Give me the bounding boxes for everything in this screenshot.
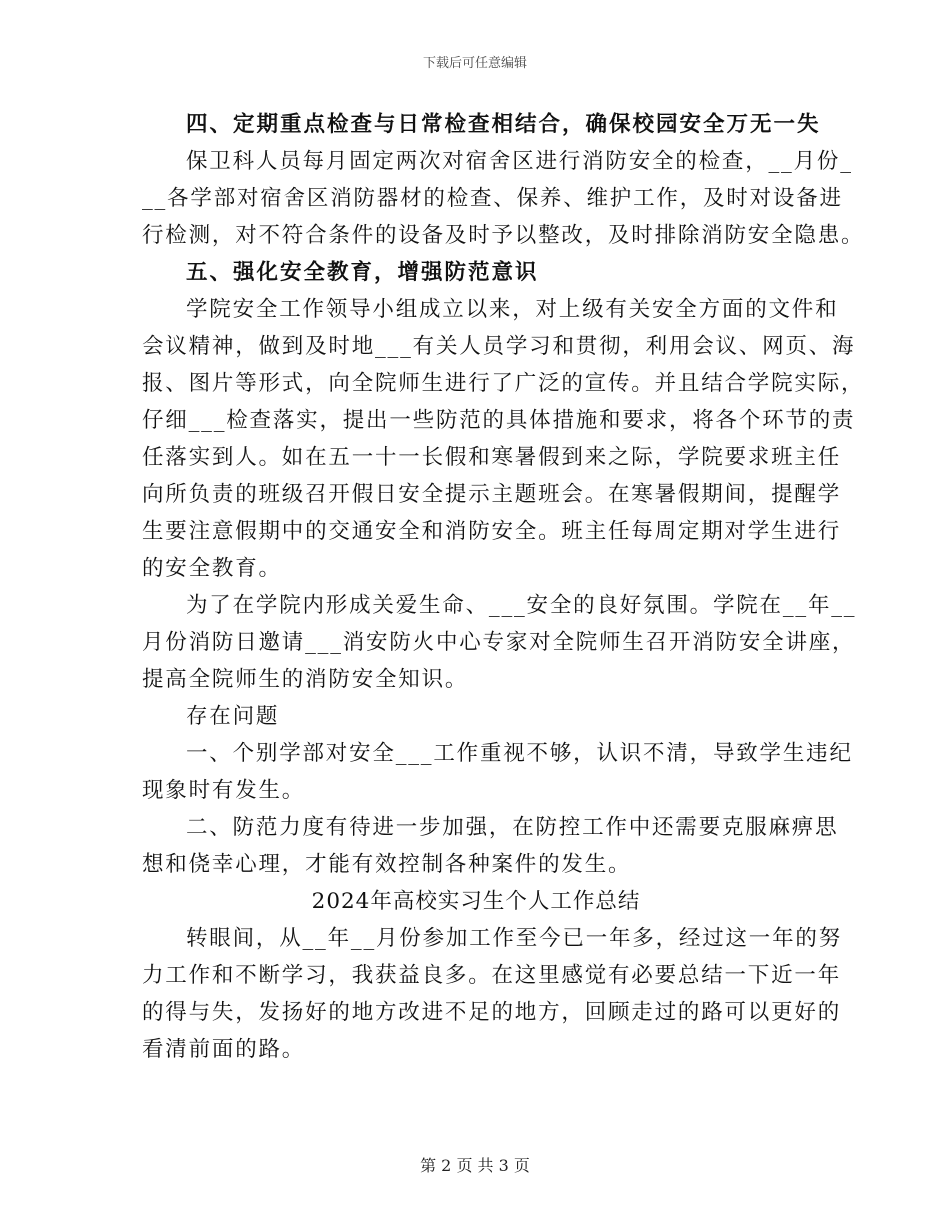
paragraph-line: 转眼间，从__年__月份参加工作至今已一年多，经过这一年的努 [186,926,843,951]
paragraph-line: 任落实到人。如在五一十一长假和寒暑假到来之际，学院要求班主任 [142,445,842,470]
document-body [142,106,865,1068]
paragraph-line: 一、个别学部对安全___工作重视不够，认识不清，导致学生违纪 [186,741,853,766]
page-footer: 第 2 页 共 3 页 [420,1156,530,1175]
paragraph-line: 生要注意假期中的交通安全和消防安全。班主任每周定期对学生进行 [142,519,842,544]
section-heading-4: 四、定期重点检查与日常检查相结合，确保校园安全万无一失 [186,112,821,137]
paragraph-line: 行检测，对不符合条件的设备及时予以整改，及时排除消防安全隐患。 [142,223,865,248]
paragraph-line: 提高全院师生的消防安全知识。 [142,667,469,692]
paragraph-line: 学院安全工作领导小组成立以来，对上级有关安全方面的文件和 [186,297,839,322]
paragraph-line: 想和侥幸心理，才能有效控制各种案件的发生。 [142,852,632,877]
article-title: 2024年高校实习生个人工作总结 [311,889,641,914]
paragraph-line: 仔细___检查落实，提出一些防范的具体措施和要求，将各个环节的责 [142,408,856,433]
paragraph-line: 的得与失，发扬好的地方改进不足的地方，回顾走过的路可以更好的 [142,1000,842,1025]
paragraph-line: 看清前面的路。 [142,1037,306,1062]
paragraph-line: __各学部对宿舍区消防器材的检查、保养、维护工作，及时对设备进 [142,186,843,211]
paragraph-line: 保卫科人员每月固定两次对宿舍区进行消防安全的检查，__月份_ [186,149,853,174]
paragraph-line: 现象时有发生。 [142,778,306,803]
section-heading-5: 五、强化安全教育，增强防范意识 [186,260,539,285]
page-header: 下载后可任意编辑 [422,56,527,71]
paragraph-line: 力工作和不断学习，我获益良多。在这里感觉有必要总结一下近一年 [142,963,842,988]
paragraph-line: 的安全教育。 [142,556,282,581]
subheading-problems: 存在问题 [186,704,280,729]
paragraph-line: 向所负责的班级召开假日安全提示主题班会。在寒暑假期间，提醒学 [142,482,842,507]
paragraph-line: 二、防范力度有待进一步加强，在防控工作中还需要克服麻痹思 [186,815,839,840]
paragraph-line: 为了在学院内形成关爱生命、___安全的良好氛围。学院在__年__ [186,593,857,618]
paragraph-line: 月份消防日邀请___消安防火中心专家对全院师生召开消防安全讲座， [142,630,856,655]
paragraph-line: 会议精神，做到及时地___有关人员学习和贯彻，利用会议、网页、海 [142,334,856,359]
paragraph-line: 报、图片等形式，向全院师生进行了广泛的宣传。并且结合学院实际， [142,371,865,396]
